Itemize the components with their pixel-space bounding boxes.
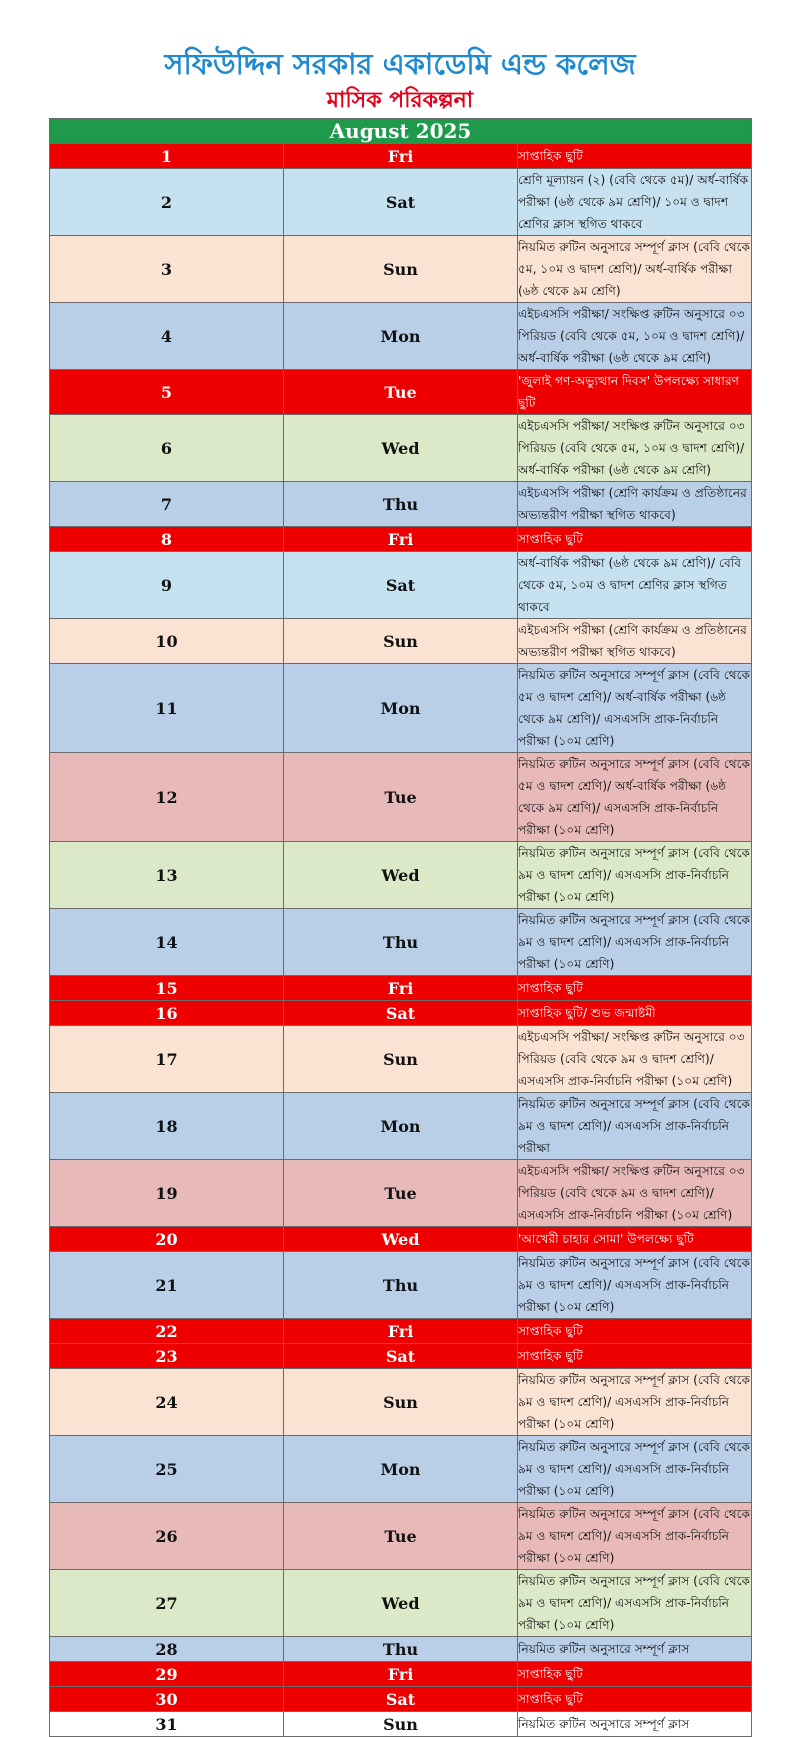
day-row [50, 1369, 752, 1436]
day-plan: নিয়মিত রুটিন অনুসারে সম্পূর্ণ ক্লাস (বেবি থেকে ৯ম ও দ্বাদশ শ্রেণি)/ এসএসসি প্রাক-নির্বাচনি পরীক্ষা (১০ম শ্রেণি) [518, 1503, 752, 1570]
day-row [50, 1001, 752, 1026]
day-plan: 'আখেরী চাহার সোমা' উপলক্ষ্যে ছুটি [518, 1227, 752, 1252]
day-plan: নিয়মিত রুটিন অনুসারে সম্পূর্ণ ক্লাস (বেবি থেকে ৯ম ও দ্বাদশ শ্রেণি)/ এসএসসি প্রাক-নির্বাচনি পরীক্ষা (১০ম শ্রেণি) [518, 842, 752, 909]
day-plan: এইচএসসি পরীক্ষা (শ্রেণি কার্যক্রম ও প্রতিষ্ঠানের অভ্যন্তরীণ পরীক্ষা স্থগিত থাকবে) [518, 619, 752, 664]
weekday: Sat [284, 552, 518, 619]
day-row [50, 303, 752, 370]
weekday: Sun [284, 1369, 518, 1436]
weekday: Thu [284, 909, 518, 976]
date-number: 9 [50, 552, 284, 619]
date-number: 13 [50, 842, 284, 909]
weekday: Sat [284, 1001, 518, 1026]
date-number: 25 [50, 1436, 284, 1503]
weekday: Wed [284, 842, 518, 909]
weekday: Mon [284, 664, 518, 753]
date-number: 27 [50, 1570, 284, 1637]
weekday: Fri [284, 527, 518, 552]
day-plan: নিয়মিত রুটিন অনুসারে সম্পূর্ণ ক্লাস (বেবি থেকে ৯ম ও দ্বাদশ শ্রেণি)/ এসএসসি প্রাক-নির্বাচনি পরীক্ষা (১০ম শ্রেণি) [518, 1369, 752, 1436]
weekday: Thu [284, 1637, 518, 1662]
day-plan: অর্ধ-বার্ষিক পরীক্ষা (৬ষ্ঠ থেকে ৯ম শ্রেণি)/ বেবি থেকে ৫ম, ১০ম ও দ্বাদশ শ্রেণির ক্লাস স্থগিত থাকবে [518, 552, 752, 619]
day-row [50, 1436, 752, 1503]
weekday: Mon [284, 1093, 518, 1160]
weekday: Thu [284, 1252, 518, 1319]
weekday: Wed [284, 1570, 518, 1637]
weekday: Sun [284, 1026, 518, 1093]
day-plan: সাপ্তাহিক ছুটি/ শুভ জন্মাষ্টমী [518, 1001, 752, 1026]
day-plan: এইচএসসি পরীক্ষা/ সংক্ষিপ্ত রুটিন অনুসারে ০৩ পিরিয়ড (বেবি থেকে ৯ম ও দ্বাদশ শ্রেণি)/ এসএসসি প্রাক-নির্বাচনি পরীক্ষা (১০ম শ্রেণি) [518, 1026, 752, 1093]
day-row [50, 1252, 752, 1319]
date-number: 17 [50, 1026, 284, 1093]
day-row [50, 976, 752, 1001]
date-number: 20 [50, 1227, 284, 1252]
date-number: 12 [50, 753, 284, 842]
weekday: Tue [284, 370, 518, 415]
day-plan: নিয়মিত রুটিন অনুসারে সম্পূর্ণ ক্লাস (বেবি থেকে ৯ম ও দ্বাদশ শ্রেণি)/ এসএসসি প্রাক-নির্বাচনি পরীক্ষা [518, 1093, 752, 1160]
date-number: 3 [50, 236, 284, 303]
day-plan: নিয়মিত রুটিন অনুসারে সম্পূর্ণ ক্লাস (বেবি থেকে ৯ম ও দ্বাদশ শ্রেণি)/ এসএসসি প্রাক-নির্বাচনি পরীক্ষা (১০ম শ্রেণি) [518, 1570, 752, 1637]
weekday: Sat [284, 169, 518, 236]
day-row [50, 552, 752, 619]
day-row [50, 1662, 752, 1687]
weekday: Sat [284, 1344, 518, 1369]
weekday: Fri [284, 144, 518, 169]
weekday: Tue [284, 753, 518, 842]
day-plan: নিয়মিত রুটিন অনুসারে সম্পূর্ণ ক্লাস (বেবি থেকে ৯ম ও দ্বাদশ শ্রেণি)/ এসএসসি প্রাক-নির্বাচনি পরীক্ষা (১০ম শ্রেণি) [518, 1436, 752, 1503]
day-plan: শ্রেণি মূল্যায়ন (২) (বেবি থেকে ৫ম)/ অর্ধ-বার্ষিক পরীক্ষা (৬ষ্ঠ থেকে ৯ম শ্রেণি)/ ১০ম ও দ্বাদশ শ্রেণির ক্লাস স্থগিত থাকবে [518, 169, 752, 236]
weekday: Tue [284, 1503, 518, 1570]
day-row [50, 169, 752, 236]
date-number: 2 [50, 169, 284, 236]
day-row [50, 1712, 752, 1737]
weekday: Sat [284, 1687, 518, 1712]
weekday: Sun [284, 1712, 518, 1737]
day-row [50, 1026, 752, 1093]
date-number: 18 [50, 1093, 284, 1160]
day-row [50, 1160, 752, 1227]
plan-title: মাসিক পরিকল্পনা [326, 88, 474, 113]
day-plan: সাপ্তাহিক ছুটি [518, 144, 752, 169]
day-row [50, 527, 752, 552]
date-number: 21 [50, 1252, 284, 1319]
day-plan: এইচএসসি পরীক্ষা (শ্রেণি কার্যক্রম ও প্রতিষ্ঠানের অভ্যন্তরীণ পরীক্ষা স্থগিত থাকবে) [518, 482, 752, 527]
day-row [50, 1637, 752, 1662]
weekday: Wed [284, 415, 518, 482]
day-plan: সাপ্তাহিক ছুটি [518, 1319, 752, 1344]
day-row [50, 482, 752, 527]
day-plan: সাপ্তাহিক ছুটি [518, 527, 752, 552]
institution-title: সফিউদ্দিন সরকার একাডেমি এন্ড কলেজ [164, 47, 636, 81]
date-number: 5 [50, 370, 284, 415]
day-plan: সাপ্তাহিক ছুটি [518, 1344, 752, 1369]
day-row [50, 664, 752, 753]
date-number: 19 [50, 1160, 284, 1227]
date-number: 22 [50, 1319, 284, 1344]
day-plan: এইচএসসি পরীক্ষা/ সংক্ষিপ্ত রুটিন অনুসারে ০৩ পিরিয়ড (বেবি থেকে ৫ম, ১০ম ও দ্বাদশ শ্রেণি)/ অর্ধ-বার্ষিক পরীক্ষা (৬ষ্ঠ থেকে ৯ম শ্রেণি) [518, 415, 752, 482]
month-label: August 2025 [50, 119, 752, 144]
date-number: 8 [50, 527, 284, 552]
day-plan: নিয়মিত রুটিন অনুসারে সম্পূর্ণ ক্লাস (বেবি থেকে ৫ম ও দ্বাদশ শ্রেণি)/ অর্ধ-বার্ষিক পরীক্ষা (৬ষ্ঠ থেকে ৯ম শ্রেণি)/ এসএসসি প্রাক-নির্বাচনি পরীক্ষা (১০ম শ্রেণি) [518, 753, 752, 842]
day-plan: এইচএসসি পরীক্ষা/ সংক্ষিপ্ত রুটিন অনুসারে ০৩ পিরিয়ড (বেবি থেকে ৯ম ও দ্বাদশ শ্রেণি)/ এসএসসি প্রাক-নির্বাচনি পরীক্ষা (১০ম শ্রেণি) [518, 1160, 752, 1227]
day-row [50, 1687, 752, 1712]
day-plan: নিয়মিত রুটিন অনুসারে সম্পূর্ণ ক্লাস (বেবি থেকে ৯ম ও দ্বাদশ শ্রেণি)/ এসএসসি প্রাক-নির্বাচনি পরীক্ষা (১০ম শ্রেণি) [518, 909, 752, 976]
weekday: Sun [284, 619, 518, 664]
date-number: 24 [50, 1369, 284, 1436]
date-number: 31 [50, 1712, 284, 1737]
day-row [50, 415, 752, 482]
date-number: 7 [50, 482, 284, 527]
date-number: 30 [50, 1687, 284, 1712]
weekday: Fri [284, 976, 518, 1001]
date-number: 11 [50, 664, 284, 753]
weekday: Fri [284, 1662, 518, 1687]
date-number: 23 [50, 1344, 284, 1369]
day-plan: সাপ্তাহিক ছুটি [518, 1662, 752, 1687]
date-number: 6 [50, 415, 284, 482]
day-plan: নিয়মিত রুটিন অনুসারে সম্পূর্ণ ক্লাস (বেবি থেকে ৯ম ও দ্বাদশ শ্রেণি)/ এসএসসি প্রাক-নির্বাচনি পরীক্ষা (১০ম শ্রেণি) [518, 1252, 752, 1319]
day-plan: এইচএসসি পরীক্ষা/ সংক্ষিপ্ত রুটিন অনুসারে ০৩ পিরিয়ড (বেবি থেকে ৫ম, ১০ম ও দ্বাদশ শ্রেণি)/ অর্ধ-বার্ষিক পরীক্ষা (৬ষ্ঠ থেকে ৯ম শ্রেণি) [518, 303, 752, 370]
day-row [50, 1570, 752, 1637]
calendar-table [49, 118, 752, 1737]
weekday: Mon [284, 303, 518, 370]
day-plan: নিয়মিত রুটিন অনুসারে সম্পূর্ণ ক্লাস (বেবি থেকে ৫ম, ১০ম ও দ্বাদশ শ্রেণি)/ অর্ধ-বার্ষিক পরীক্ষা (৬ষ্ঠ থেকে ৯ম শ্রেণি) [518, 236, 752, 303]
day-plan: সাপ্তাহিক ছুটি [518, 1687, 752, 1712]
day-row [50, 1344, 752, 1369]
date-number: 16 [50, 1001, 284, 1026]
date-number: 10 [50, 619, 284, 664]
month-header-row [50, 119, 752, 144]
day-plan: নিয়মিত রুটিন অনুসারে সম্পূর্ণ ক্লাস (বেবি থেকে ৫ম ও দ্বাদশ শ্রেণি)/ অর্ধ-বার্ষিক পরীক্ষা (৬ষ্ঠ থেকে ৯ম শ্রেণি)/ এসএসসি প্রাক-নির্বাচনি পরীক্ষা (১০ম শ্রেণি) [518, 664, 752, 753]
day-plan: নিয়মিত রুটিন অনুসারে সম্পূর্ণ ক্লাস [518, 1637, 752, 1662]
day-plan: নিয়মিত রুটিন অনুসারে সম্পূর্ণ ক্লাস [518, 1712, 752, 1737]
day-plan: 'জুলাই গণ-অভ্যুত্থান দিবস' উপলক্ষ্যে সাধারণ ছুটি [518, 370, 752, 415]
day-row [50, 236, 752, 303]
date-number: 4 [50, 303, 284, 370]
day-row [50, 753, 752, 842]
day-row [50, 370, 752, 415]
date-number: 29 [50, 1662, 284, 1687]
day-row [50, 909, 752, 976]
day-row [50, 619, 752, 664]
day-row [50, 1503, 752, 1570]
weekday: Thu [284, 482, 518, 527]
date-number: 1 [50, 144, 284, 169]
day-row [50, 144, 752, 169]
weekday: Tue [284, 1160, 518, 1227]
date-number: 14 [50, 909, 284, 976]
date-number: 28 [50, 1637, 284, 1662]
day-plan: সাপ্তাহিক ছুটি [518, 976, 752, 1001]
weekday: Mon [284, 1436, 518, 1503]
day-row [50, 842, 752, 909]
weekday: Wed [284, 1227, 518, 1252]
weekday: Fri [284, 1319, 518, 1344]
date-number: 26 [50, 1503, 284, 1570]
date-number: 15 [50, 976, 284, 1001]
day-row [50, 1227, 752, 1252]
day-row [50, 1319, 752, 1344]
weekday: Sun [284, 236, 518, 303]
day-row [50, 1093, 752, 1160]
